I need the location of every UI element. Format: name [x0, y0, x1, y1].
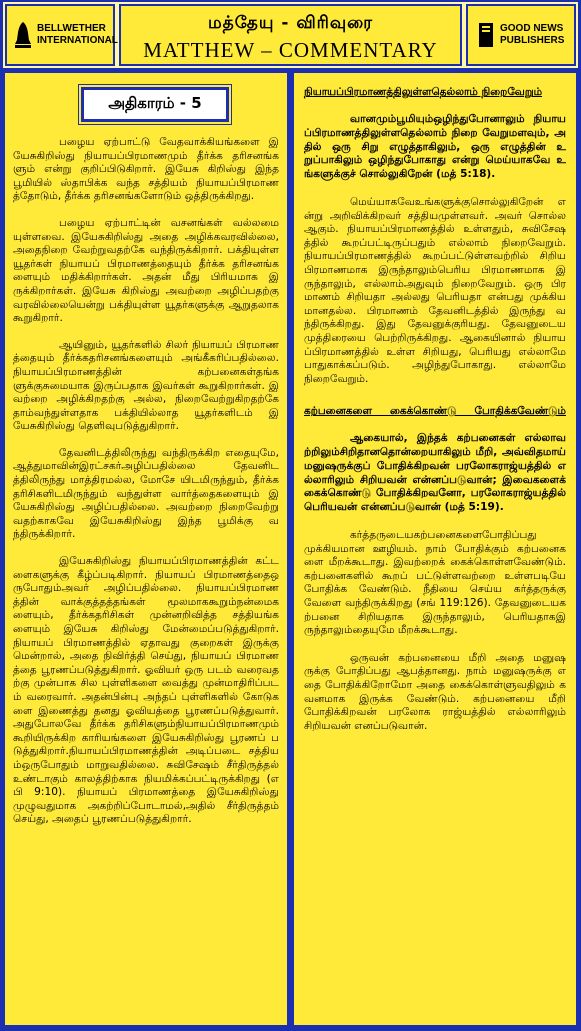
- paragraph: இயேசுகிறிஸ்து நியாயப்பிரமாணத்தின் கட்டளைகளுக்கு கீழ்ப்படிகிறார். நியாயப் பிரமாணத்தைஒருபோதும்அவர் அழிப்பதில்லை. நியாயப்பிரமாணத்தின் வாக்குத்தத்தங்கள் மூலமாககூறும்நன்மைகளையும், தீர்க்கதரிசிகள் முன்னறிவித்த சத்தியங்களையும் இயேசு கிறிஸ்து மேன்மைப்படுத்துகிறார். நியாயப் பிரமாணத்தில் ஏதாவது குறைகள் இருக்கு மென்றால், அதை நிவிர்த்தி செய்து, நியாயப் பிரமாணத்தை பூரணப்படுத்துகிறார். ஓவியர் ஒரு படம் வரைவதற்கு முன்பாக சில புள்ளிகளை வைத்து முன்மாதிரிப்படம் வரைவார். அதன்பின்பு அந்தப் புள்ளிகளில் கோடுகளை இணைத்து தனது ஓவியத்தை பூரணப்படுத்துவார். அதுபோலவே தீர்க்க தரிசிகளும்நியாயப்பிரமாணமும் கூறியிருக்கிற காரியங்களை இயேசுகிறிஸ்து பூரணப் படுத்துகிறார்.நியாயப்பிரமாணத்தின் அடிப்படை சத்தியம்ஒருபோதும் மாறுவதில்லை. சுவிசேஷம் சீர்திருத்தல் உண்டாகும் காலத்திற்காக நியமிக்கப்பட்டிருக்கிறது (எபி 9:10). நியாயப் பிரமாணத்தை இயேசுகிறிஸ்து முழுவதுமாக அகற்றிப்போடாமல்,அதில் சீர்திருத்தம் செய்து, அதைப் பூரணப்படுத்துகிறார்.: [13, 555, 279, 826]
- bell-icon: [13, 20, 33, 50]
- good-news-logo: [466, 4, 576, 66]
- section-heading: கற்பனைகளை கைக்கொண்டு போதிக்கவேண்டும்: [304, 405, 566, 418]
- bellwether-logo: [5, 4, 118, 66]
- good-news-logo-text: GOOD NEWS PUBLISHERS: [500, 23, 565, 46]
- paragraph: ஆயினும், யூதர்களில் சிலர் நியாயப் பிரமாணத்தையும் தீர்க்கதரிசனங்களையும் அங்கீகரிப்பதில்லை. நியாயப்பிரமாணத்தின் கற்பனைகள்தங்களுக்குசுமையாக இருப்பதாக இவர்கள் கூறுகிறார்கள். இவற்றை அழிக்கிறதற்கு அல்ல, நிறைவேற்றுகிறதற்கே தாம்வந்துள்ளதாக பக்தியில்லாத யூதர்களிடம் இயேசுகிறிஸ்து தெளிவுபடுத்துகிறார்.: [13, 338, 279, 433]
- scripture-verse: வானமும்பூமியும்ஒழிந்துபோனாலும் நியாயப்பிரமாணத்திலுள்ளதெல்லாம் நிறை வேறுமளவும், அதில் ஒரு சிறு எழுத்தாகிலும், ஒரு எழுத்தின் உறுப்பாகிலும் ஒழிந்துபோகாது என்று மெய்யாகவே உங்களுக்குச் சொல்லுகிறேன் (மத் 5:18).: [304, 113, 566, 181]
- left-column: [3, 71, 289, 1027]
- title-english: MATTHEW – COMMENTARY: [143, 38, 438, 62]
- title-box: [119, 4, 462, 66]
- chapter-title: அதிகாரம் - 5: [81, 87, 229, 122]
- scripture-verse: ஆகையால், இந்தக் கற்பனைகள் எல்லாவற்றிலும்சிறிதானதொன்றையாகிலும் மீறி, அவ்விதமாய் மனுஷருக்குப் போதிக்கிறவன் பரலோகராஜ்யத்தில் எல்லாரிலும் சிறியவன் என்னப்படுவான்; இவைகளைக் கைக்கொண்டு போதிக்கிறவனோ, பரலோகராஜ்யத்தில் பெரியவன் என்னப்படுவான் (மத் 5:19).: [304, 432, 566, 514]
- title-tamil: மத்தேயு - விரிவுரை: [207, 13, 374, 33]
- paragraph: மெய்யாகவேஉங்களுக்குசொல்லுகிறேன் என்று அறிவிக்கிறவர் சத்தியமுள்ளவர். அவர் சொல்ல ஆகும். நியாயப்பிரமாணத்தில் உள்ளதும், சுவிசேஷத்தில் கூறப்பட்டிருப்பதும் எல்லாம் நிறைவேறும். நியாயப்பிரமாணத்தில் கூறப்பட்டுள்ளவற்றில் சிறிய பிரமாணமாக இருந்தாலும்பெரிய பிரமாணமாக இருந்தாலும், எல்லாம்அதுவும் நிறைவேறும். ஒரு பிரமாணம் சிறியதா அல்லது பெரியதா என்பது முக்கியமானதல்ல. பிரமாணம் தேவனிடத்தில் இருந்து வந்திருக்கிறது. இது தேவனுக்குரியது. தேவனுடைய முத்திரையை பெற்றிருக்கிறது. ஆகையினால் நியாயப்பிரமாணத்தில் உள்ள சிறியது, பெரியது எல்லாமே பாதுகாக்கப்படும். அழிந்துபோகாது. எல்லாமே நிறைவேறும்.: [304, 195, 566, 385]
- book-icon: [476, 20, 496, 50]
- bellwether-logo-text: BELLWETHER INTERNATIONAL: [37, 23, 118, 46]
- right-column: [292, 71, 578, 1027]
- paragraph: பழைய ஏற்பாட்டின் வசனங்கள் வல்லமை யுள்ளவை. இயேசுகிறிஸ்து அதை அழிக்கவரவில்லை,அதைநிறை வேற்றுவதற்கே வந்திருக்கிறார். பக்தியுள்ள யூதர்கள் நியாயப் பிரமாணத்தையும் தீர்க்க தரிசனங்களையும் மதிக்கிறார்கள். அதன் மீது பிரியமாக இருக்கிறார்கள். இயேசு கிறிஸ்து அவற்றை அழிப்பதற்கு வரவில்லையென்று பக்தியுள்ள யூதர்களுக்கு ஆறுதலாக கூறுகிறார்.: [13, 216, 279, 325]
- section-heading: நியாயப்பிரமாணத்திலுள்ளதெல்லாம் நிறைவேறும்: [304, 86, 543, 98]
- paragraph: தேவனிடத்திலிருந்து வந்திருக்கிற எதையுமே,ஆத்துமாவின்இரட்சகர்அழிப்பதில்லை தேவனிடத்திலிருந்து மாத்திரமல்ல, மோசே யிடமிருந்தும், தீர்க்க தரிசிகளிடமிருந்தும் வந்துள்ள வார்த்தைகளையும் இயேசுகிறிஸ்து அழிப்பதில்லை. அவற்றை நிறைவேற்று வதற்காகவே இயேசுகிறிஸ்து இந்த பூமிக்கு வந்திருக்கிறார்.: [13, 446, 279, 541]
- header: [3, 2, 578, 68]
- paragraph: கர்த்தருடையகற்பனைகளைபோதிப்பது முக்கியமான ஊழியம். நாம் போதிக்கும் கற்பனைகளை மீறக்கூடாது. இவற்றைக் கைக்கொள்ளவேண்டும். கற்பனைகளில் கூறப் பட்டுள்ளவற்றை உள்ளபடியே போதிக்க வேண்டும். நீதியை செய்ய கர்த்தருக்கு வேளை வந்திருக்கிறது (சங் 119:126). தேவனுடையகற்பனை சிறியதாக இருந்தாலும், பெரியதாகஇருந்தாலும்தையுமே மீறக்கூடாது.: [304, 529, 566, 637]
- paragraph: ஒருவன் கற்பனையை மீறி அதை மனுஷருக்கு போதிப்பது ஆபத்தானது. நாம் மனுஷருக்கு எதை போதிக்கிறோமோ அதை கைக்கொள்ளுவதிலும் கவனமாக இருக்க வேண்டும். கற்பனையை மீறி போதிக்கிறவன் பரலோக ராஜ்யத்தில் எல்லாரிலும் சிறியவன் எனப்படுவான்.: [304, 651, 566, 732]
- paragraph: பழைய ஏற்பாட்டு வேதவாக்கியங்களை இயேசுகிறிஸ்து நியாயப்பிரமாணமும் தீர்க்க தரிசனங்களும் என்று குறிப்பிடுகிறார். இயேசு கிறிஸ்து இந்த பூமியில் ஸ்தாபிக்க வந்த சத்தியம் நியாயப்பிரமாணத்தோடும், தீர்க்க தரிசனங்களோடும் ஒத்திருக்கிறது.: [13, 136, 279, 203]
